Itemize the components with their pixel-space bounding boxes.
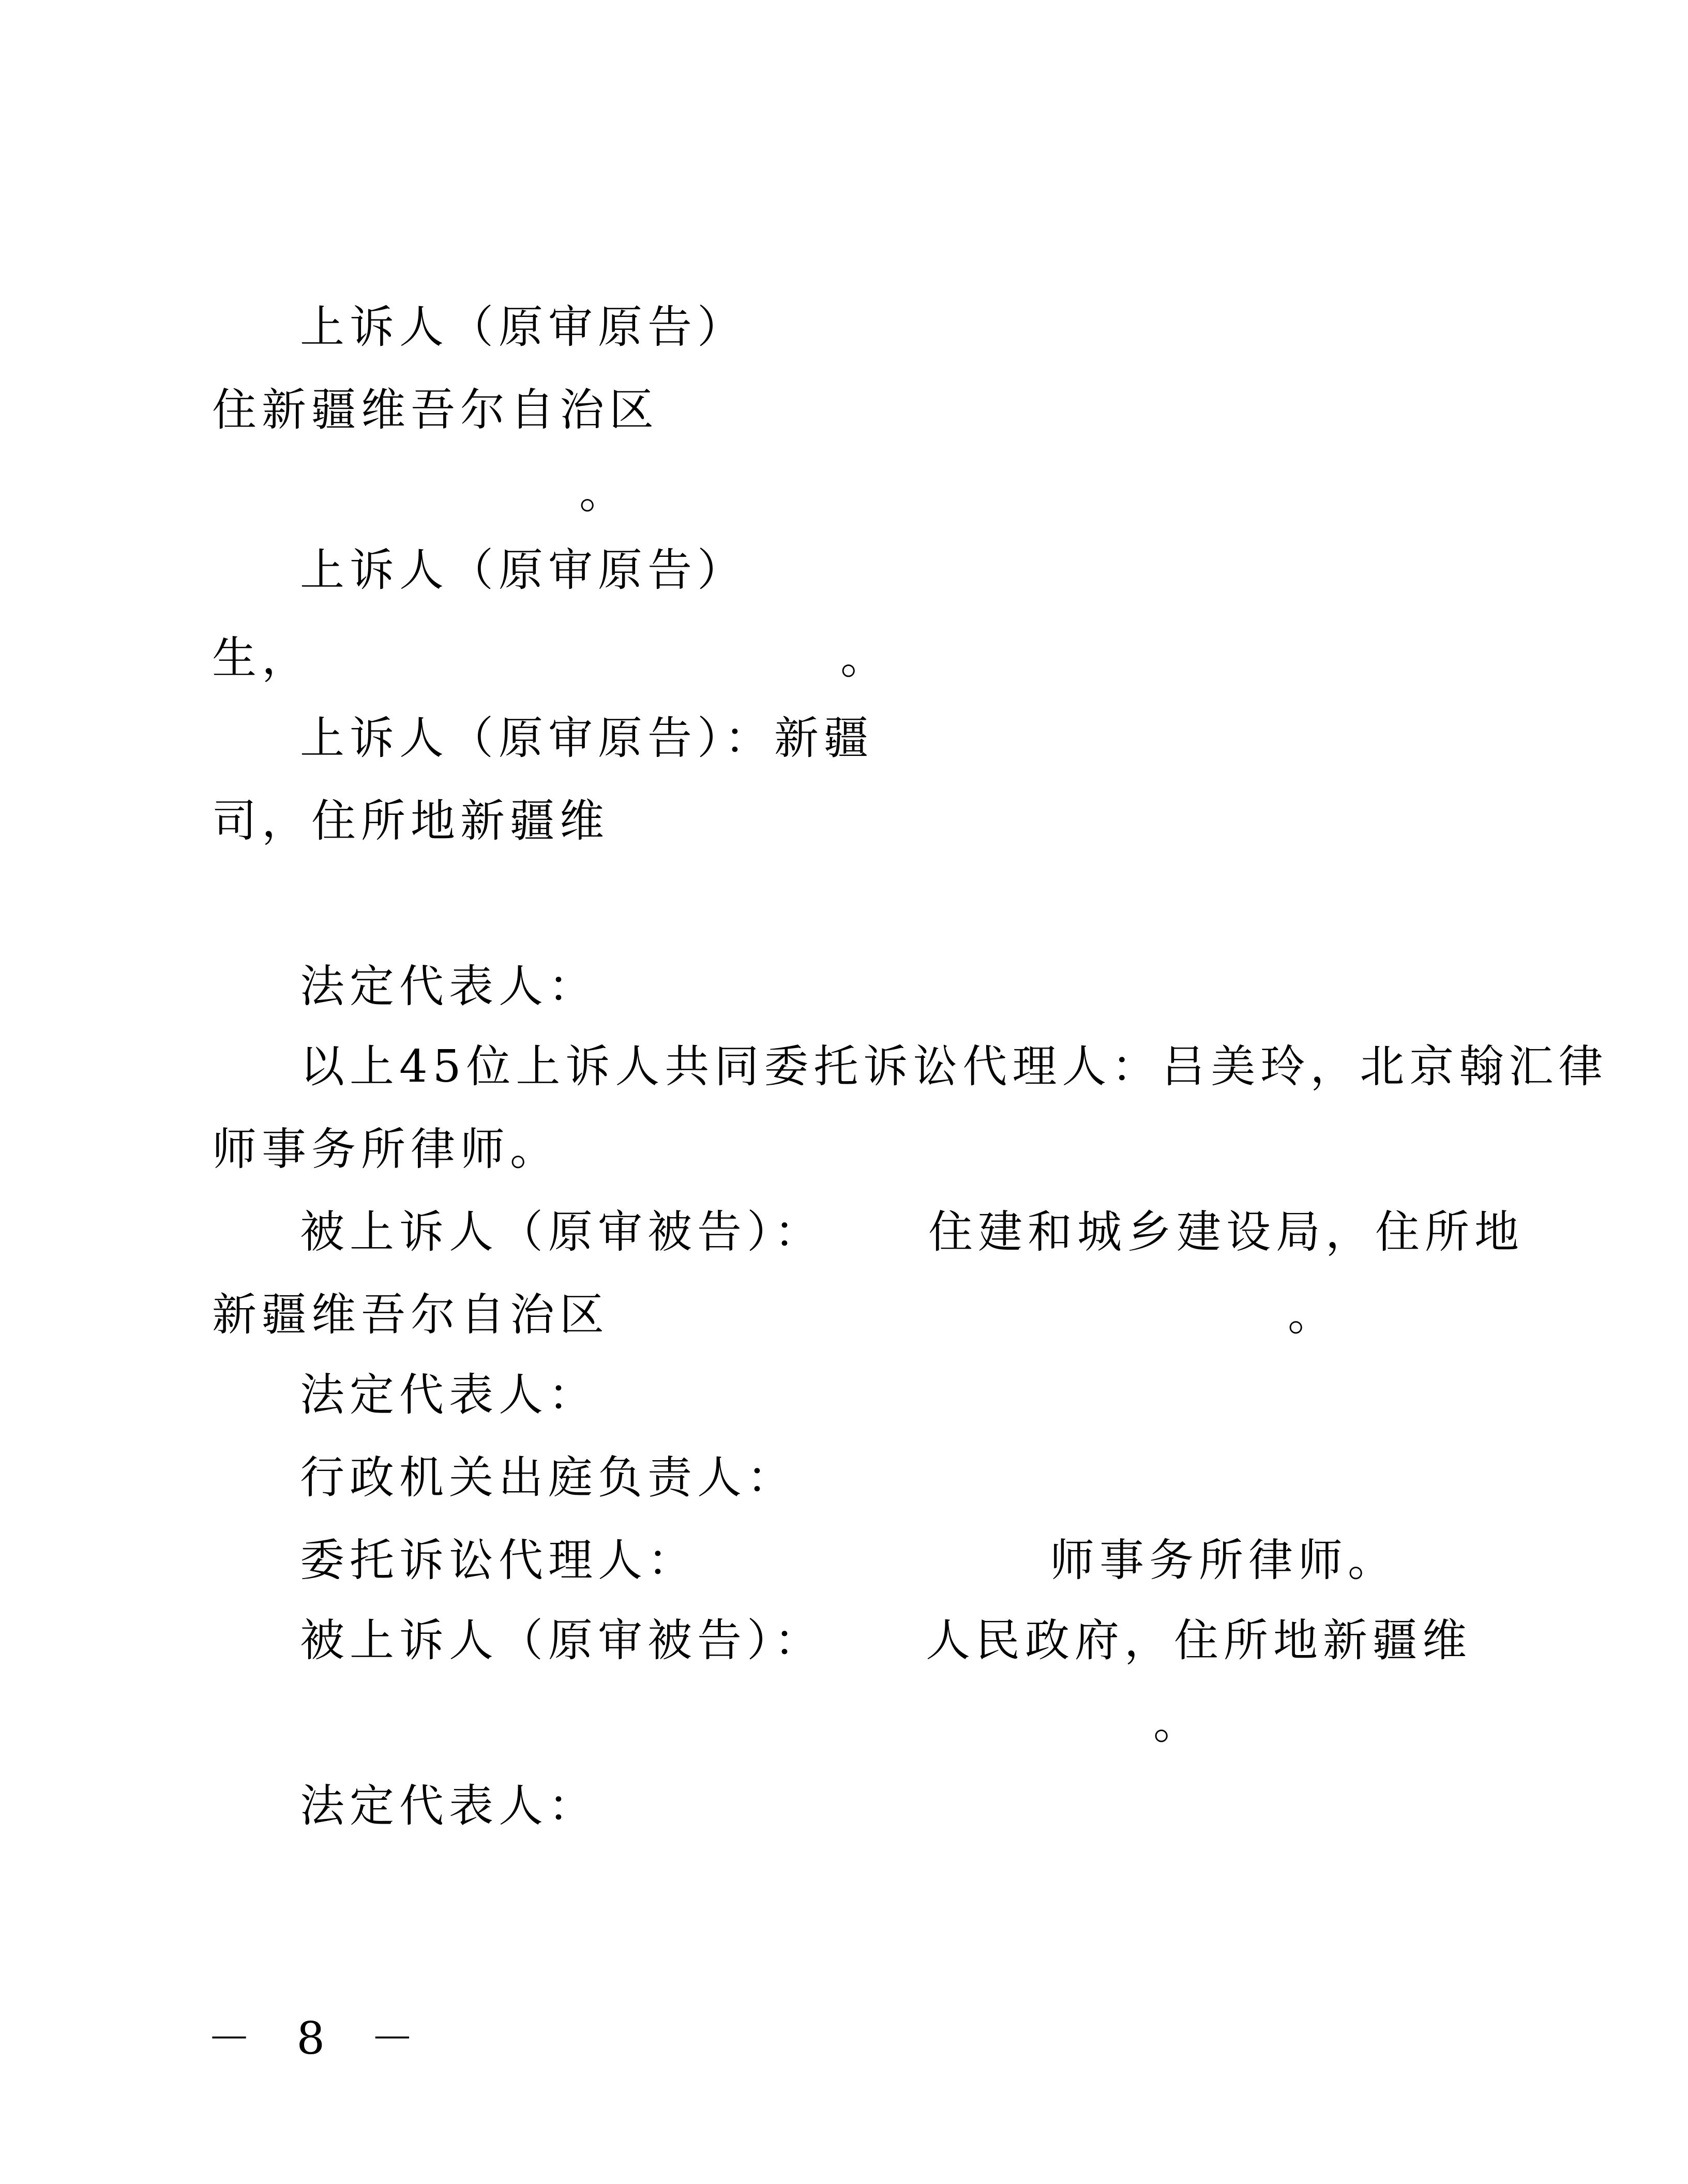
appellee-2-heading: 被上诉人（原审被告）： [300,1615,824,1666]
appellee-1-period: 。 [1288,1289,1332,1341]
appellee-1-name: 住建和城乡建设局，住所地 [928,1206,1524,1258]
entrusted-attorney-firm: 师事务所律师。 [1050,1535,1397,1586]
page-number: － 8 － [207,2013,430,2065]
appellee-1-heading: 被上诉人（原审被告）： [300,1206,824,1258]
joint-attorney-line-1: 以上45位上诉人共同委托诉讼代理人：吕美玲，北京翰汇律 [300,1041,1608,1093]
entrusted-attorney-label: 委托诉讼代理人： [300,1535,697,1586]
appellant-2-period: 。 [840,632,885,684]
administrative-officer: 行政机关出庭负责人： [300,1452,796,1504]
appellee-2-name: 人民政府，住所地新疆维 [926,1615,1472,1666]
appellant-1-period: 。 [579,467,624,519]
appellant-1-heading: 上诉人（原审原告） [300,301,747,353]
appellant-3-address: 司，住所地新疆维 [212,795,609,847]
joint-attorney-line-2: 师事务所律师。 [212,1124,560,1175]
appellee-1-address: 新疆维吾尔自治区 [212,1289,609,1341]
appellant-2-heading: 上诉人（原审原告） [300,544,747,596]
legal-representative-3: 法定代表人： [300,1780,598,1832]
appellant-2-detail: 生， [212,632,311,684]
appellant-3-heading: 上诉人（原审原告）：新疆 [300,712,873,764]
appellant-1-address: 住新疆维吾尔自治区 [212,384,659,436]
appellee-2-period: 。 [1153,1697,1198,1749]
legal-representative-1: 法定代表人： [300,961,598,1012]
legal-representative-2: 法定代表人： [300,1369,598,1421]
